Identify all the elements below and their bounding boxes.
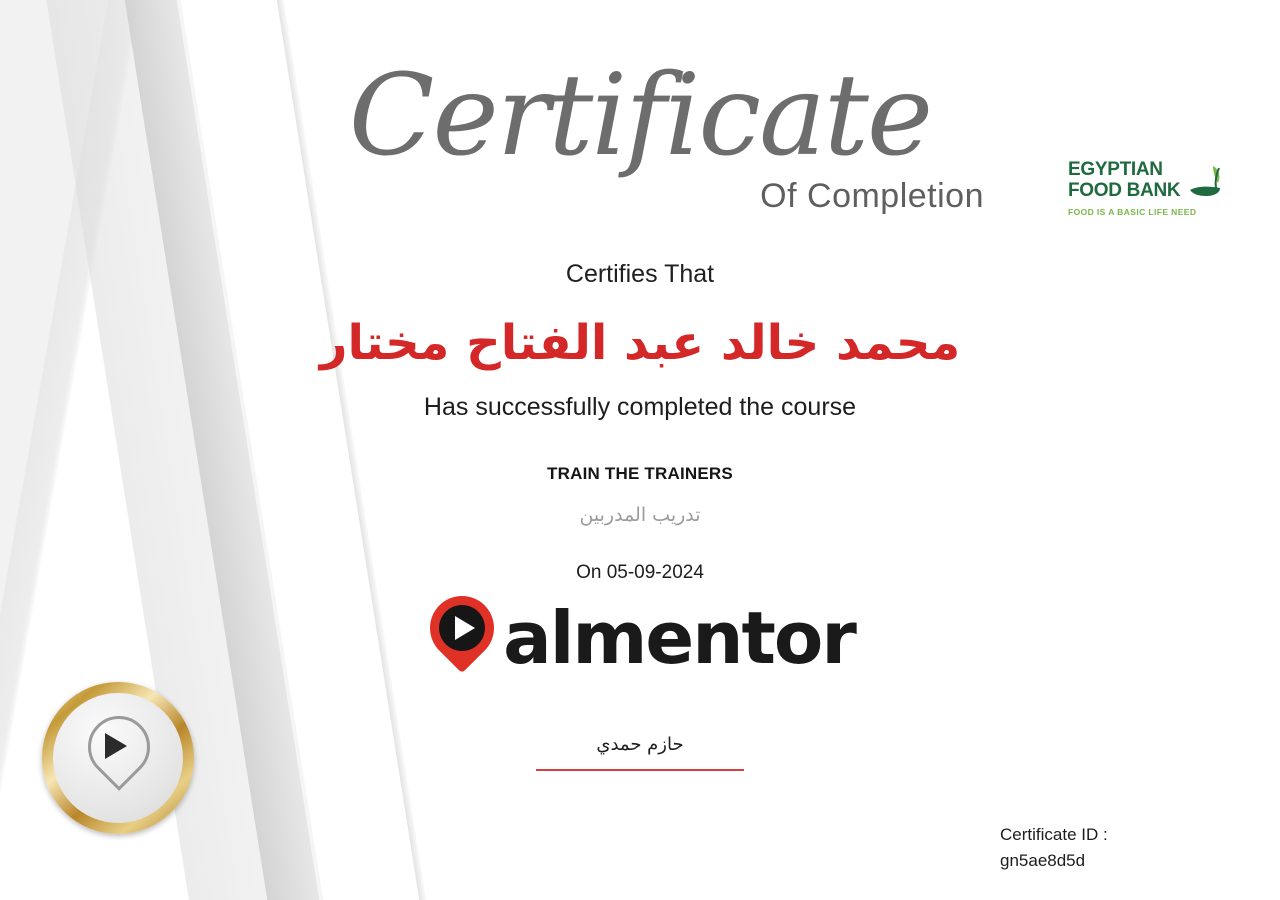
play-icon	[105, 733, 127, 759]
efb-wordmark	[1068, 160, 1180, 201]
course-title-arabic: تدريب المدربين	[579, 503, 701, 526]
completion-date: On 05-09-2024	[576, 561, 704, 583]
gold-seal-badge	[42, 682, 194, 834]
almentor-wordmark: almentor	[503, 595, 855, 680]
recipient-name: محمد خالد عبد الفتاح مختار	[319, 314, 961, 371]
hand-and-leaf-icon	[1186, 162, 1226, 202]
efb-logo-row	[1068, 160, 1240, 202]
certificate-id	[1000, 822, 1108, 873]
certificate-id-value: gn5ae8d5d	[1000, 850, 1086, 870]
efb-tagline: FOOD IS A BASIC LIFE NEED	[1068, 207, 1197, 217]
efb-line-1: EGYPTIAN	[1068, 159, 1163, 180]
signature-line	[536, 769, 744, 771]
page-subtitle: Of Completion	[760, 176, 984, 215]
certificate-id-label: Certificate ID :	[1000, 825, 1108, 844]
almentor-logo	[290, 590, 990, 686]
certifies-label: Certifies That	[565, 259, 715, 288]
completion-statement: Has successfully completed the course	[423, 392, 857, 421]
certificate-content	[290, 0, 990, 771]
page-title: Certificate	[348, 51, 932, 181]
efb-line-2: FOOD BANK	[1068, 179, 1181, 201]
course-title-english: TRAIN THE TRAINERS	[547, 463, 733, 483]
signature-name: حازم حمدي	[596, 733, 684, 755]
signature-block	[290, 734, 990, 771]
egyptian-food-bank-logo	[1068, 160, 1240, 217]
almentor-play-icon	[455, 616, 475, 640]
almentor-pin-icon	[425, 592, 499, 684]
